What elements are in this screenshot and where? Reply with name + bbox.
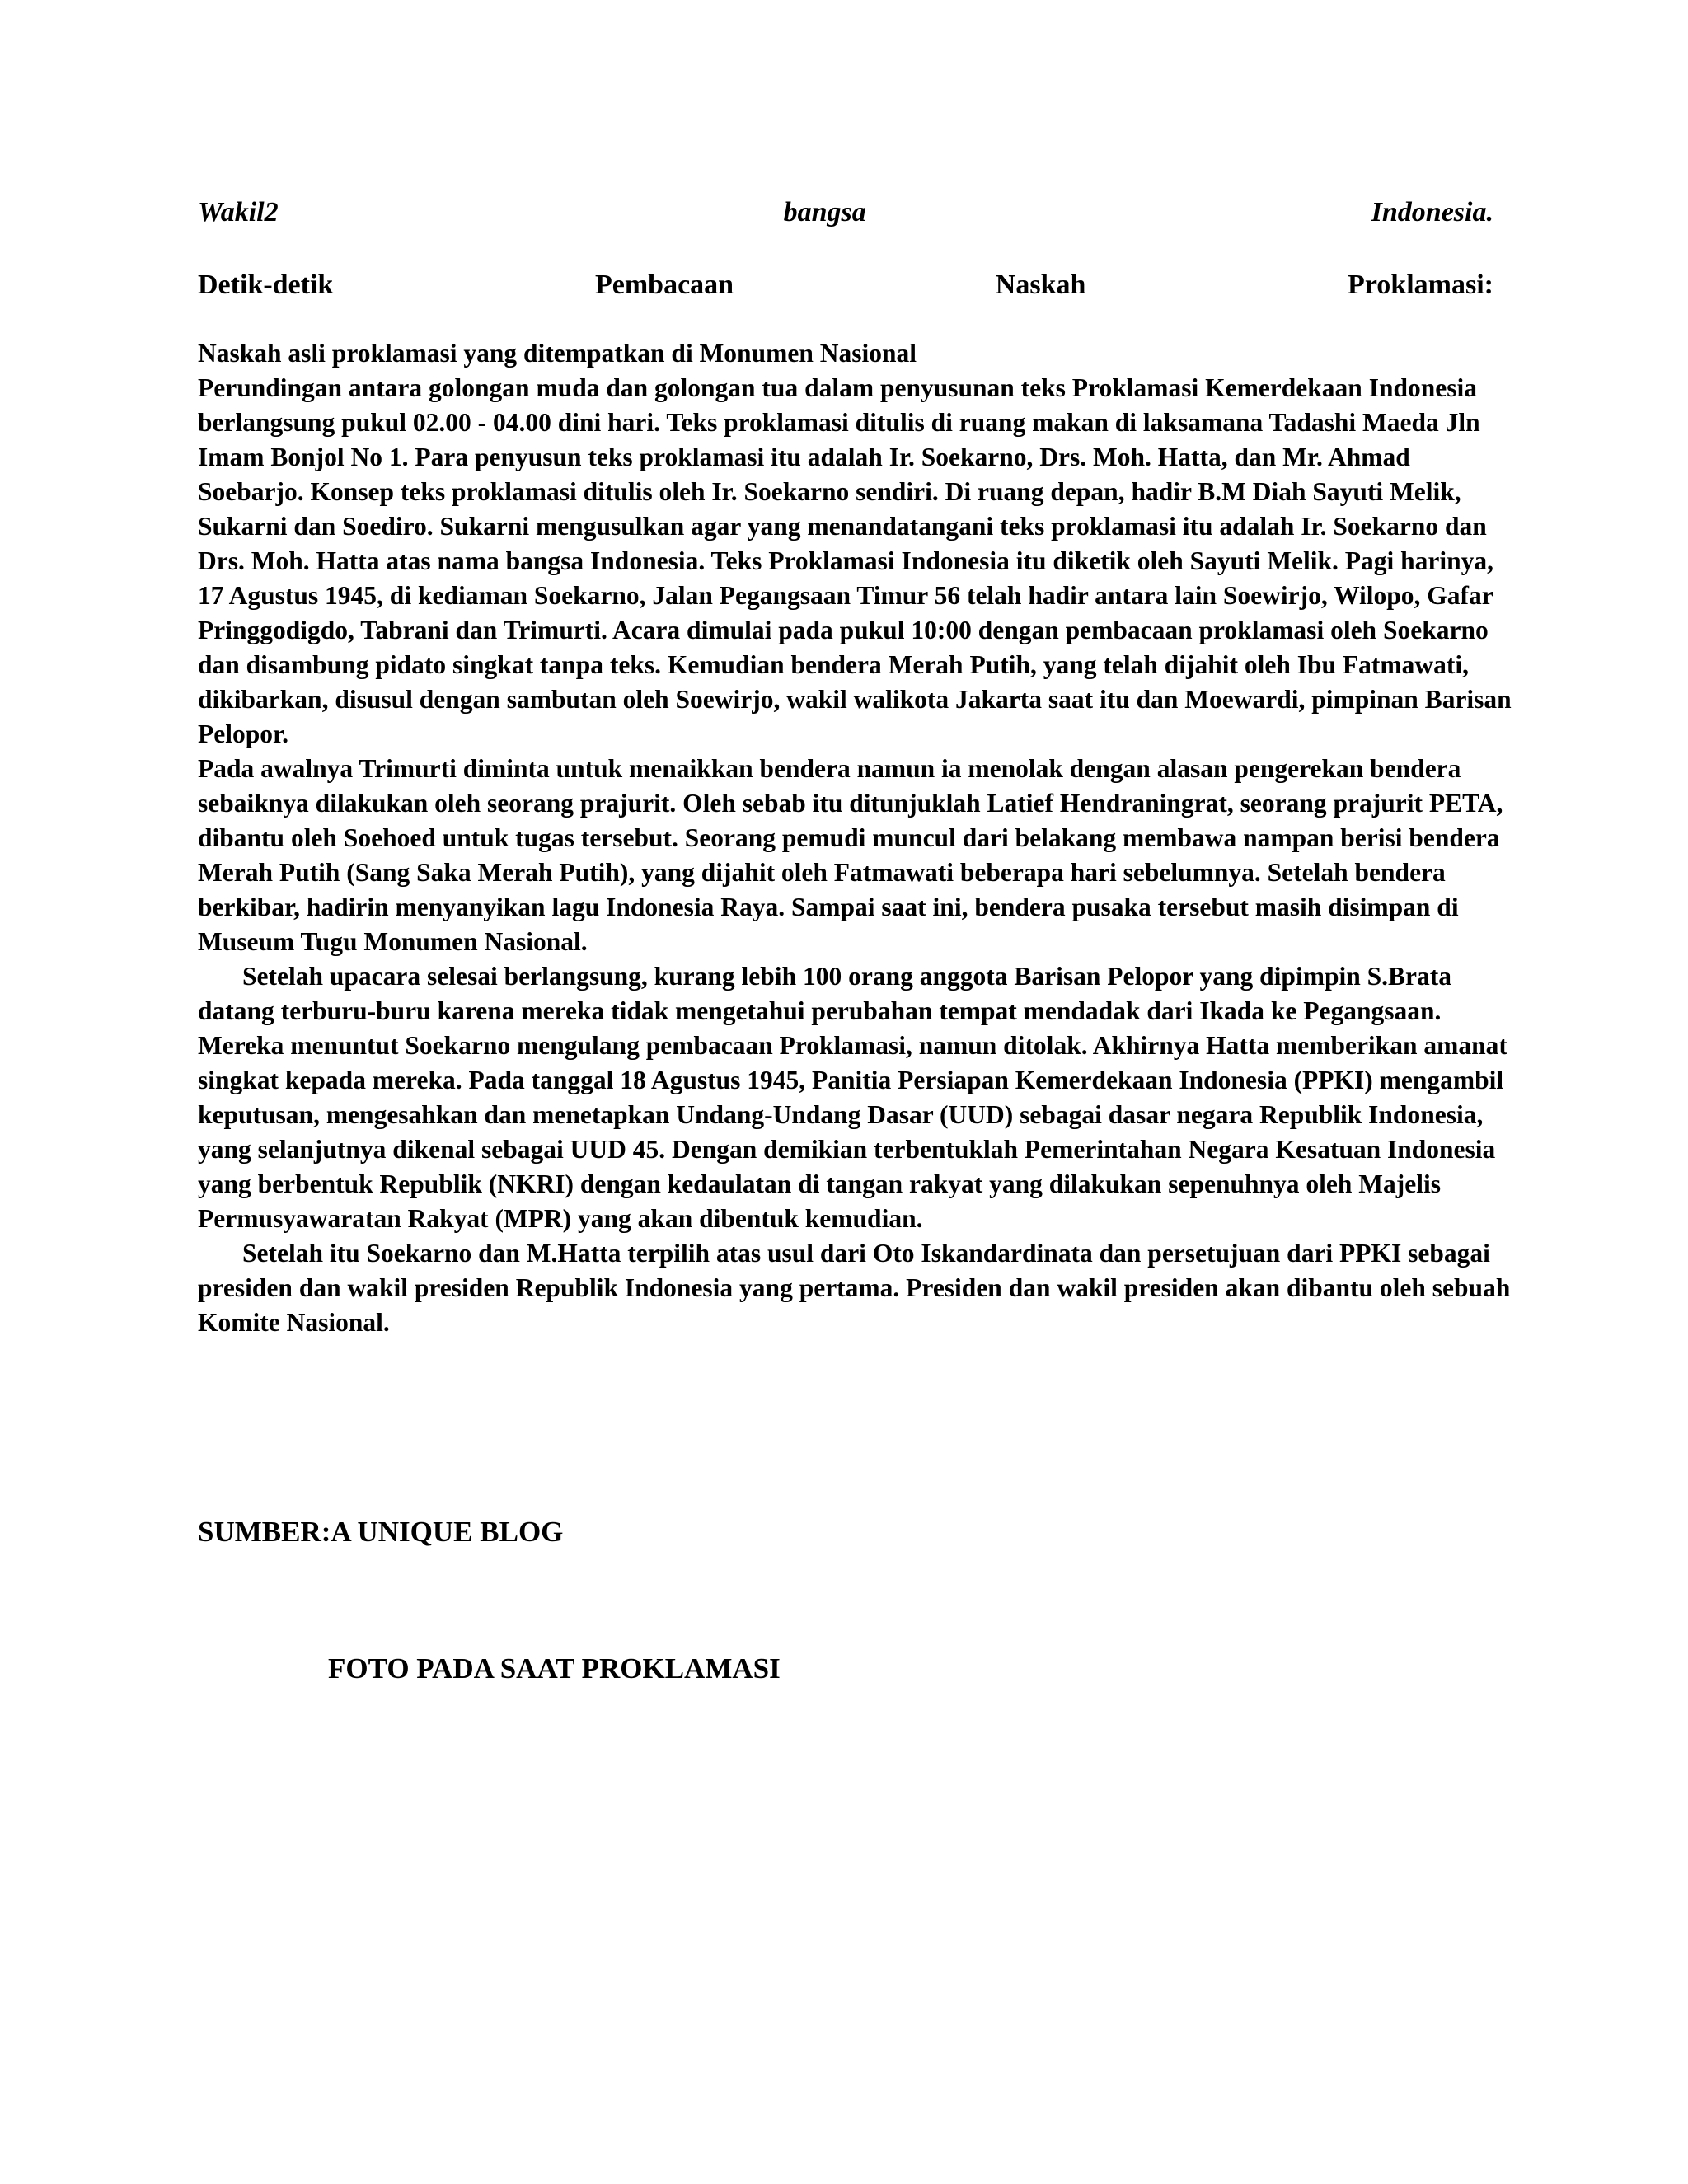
header-word-detik-detik: Detik-detik [198, 269, 334, 300]
source-credit: SUMBER:A UNIQUE BLOG [198, 1516, 564, 1548]
header-word-bangsa: bangsa [783, 197, 866, 227]
paragraph-ppki: Setelah upacara selesai berlangsung, kurang lebih 100 orang anggota Barisan Pelopor yang dipimpin S.Brata datang terburu-buru karena mereka tidak mengetahui perubahan tempat mendadak dari Ikada ke Pegangsaan. Mereka menuntut Soekarno mengulang pembacaan Proklamasi, namun ditolak. Akhirnya Hatta memberikan amanat singkat kepada mereka. Pada tanggal 18 Agustus 1945, Panitia Persiapan Kemerdekaan Indonesia (PPKI) mengambil keputusan, mengesahkan dan menetapkan Undang-Undang Dasar (UUD) sebagai dasar negara Republik Indonesia, yang selanjutnya dikenal sebagai UUD 45. Dengan demikian terbentuklah Pemerintahan Negara Kesatuan Indonesia yang berbentuk Republik (NKRI) dengan kedaulatan di tangan rakyat yang dilakukan sepenuhnya oleh Majelis Permusyawaratan Rakyat (MPR) yang akan dibentuk kemudian. [198, 962, 1507, 1233]
paragraph-drafting: Perundingan antara golongan muda dan golongan tua dalam penyusunan teks Proklamasi Kemerdekaan Indonesia berlangsung pukul 02.00 - 04.00 dini hari. Teks proklamasi ditulis di ruang makan di laksamana Tadashi Maeda Jln Imam Bonjol No 1. Para penyusun teks proklamasi itu adalah Ir. Soekarno, Drs. Moh. Hatta, dan Mr. Ahmad Soebarjo. Konsep teks proklamasi ditulis oleh Ir. Soekarno sendiri. Di ruang depan, hadir B.M Diah Sayuti Melik, Sukarni dan Soediro. Sukarni mengusulkan agar yang menandatangani teks proklamasi itu adalah Ir. Soekarno dan Drs. Moh. Hatta atas nama bangsa Indonesia. Teks Proklamasi Indonesia itu diketik oleh Sayuti Melik. Pagi harinya, 17 Agustus 1945, di kediaman Soekarno, Jalan Pegangsaan Timur 56 telah hadir antara lain Soewirjo, Wilopo, Gafar Pringgodigdo, Tabrani dan Trimurti. Acara dimulai pada pukul 10:00 dengan pembacaan proklamasi oleh Soekarno dan disambung pidato singkat tanpa teks. Kemudian bendera Merah Putih, yang telah dijahit oleh Ibu Fatmawati, dikibarkan, disusul dengan sambutan oleh Soewirjo, wakil walikota Jakarta saat itu dan Moewardi, pimpinan Barisan Pelopor. [198, 373, 1512, 748]
header-line-1 [198, 196, 1493, 229]
header-word-pembacaan: Pembacaan [595, 269, 734, 300]
header-word-naskah: Naskah [995, 269, 1086, 300]
header-word-indonesia: Indonesia. [1371, 197, 1493, 227]
paragraph-president: Setelah itu Soekarno dan M.Hatta terpilih atas usul dari Oto Iskandardinata dan persetujuan dari PPKI sebagai presiden dan wakil presiden Republik Indonesia yang pertama. Presiden dan wakil presiden akan dibantu oleh sebuah Komite Nasional. [198, 1239, 1511, 1337]
header-word-proklamasi: Proklamasi: [1348, 269, 1493, 300]
header-line-2 [198, 269, 1493, 302]
photo-caption: FOTO PADA SAAT PROKLAMASI [328, 1652, 781, 1685]
paragraph-flag-raising: Pada awalnya Trimurti diminta untuk menaikkan bendera namun ia menolak dengan alasan pengerekan bendera sebaiknya dilakukan oleh seorang prajurit. Oleh sebab itu ditunjuklah Latief Hendraningrat, seorang prajurit PETA, dibantu oleh Soehoed untuk tugas tersebut. Seorang pemudi muncul dari belakang membawa nampan berisi bendera Merah Putih (Sang Saka Merah Putih), yang dijahit oleh Fatmawati beberapa hari sebelumnya. Setelah bendera berkibar, hadirin menyanyikan lagu Indonesia Raya. Sampai saat ini, bendera pusaka tersebut masih disimpan di Museum Tugu Monumen Nasional. [198, 754, 1503, 956]
image-caption-line: Naskah asli proklamasi yang ditempatkan di Monumen Nasional [198, 339, 917, 368]
article-body [198, 336, 1517, 1340]
header-word-wakil2: Wakil2 [198, 197, 279, 227]
